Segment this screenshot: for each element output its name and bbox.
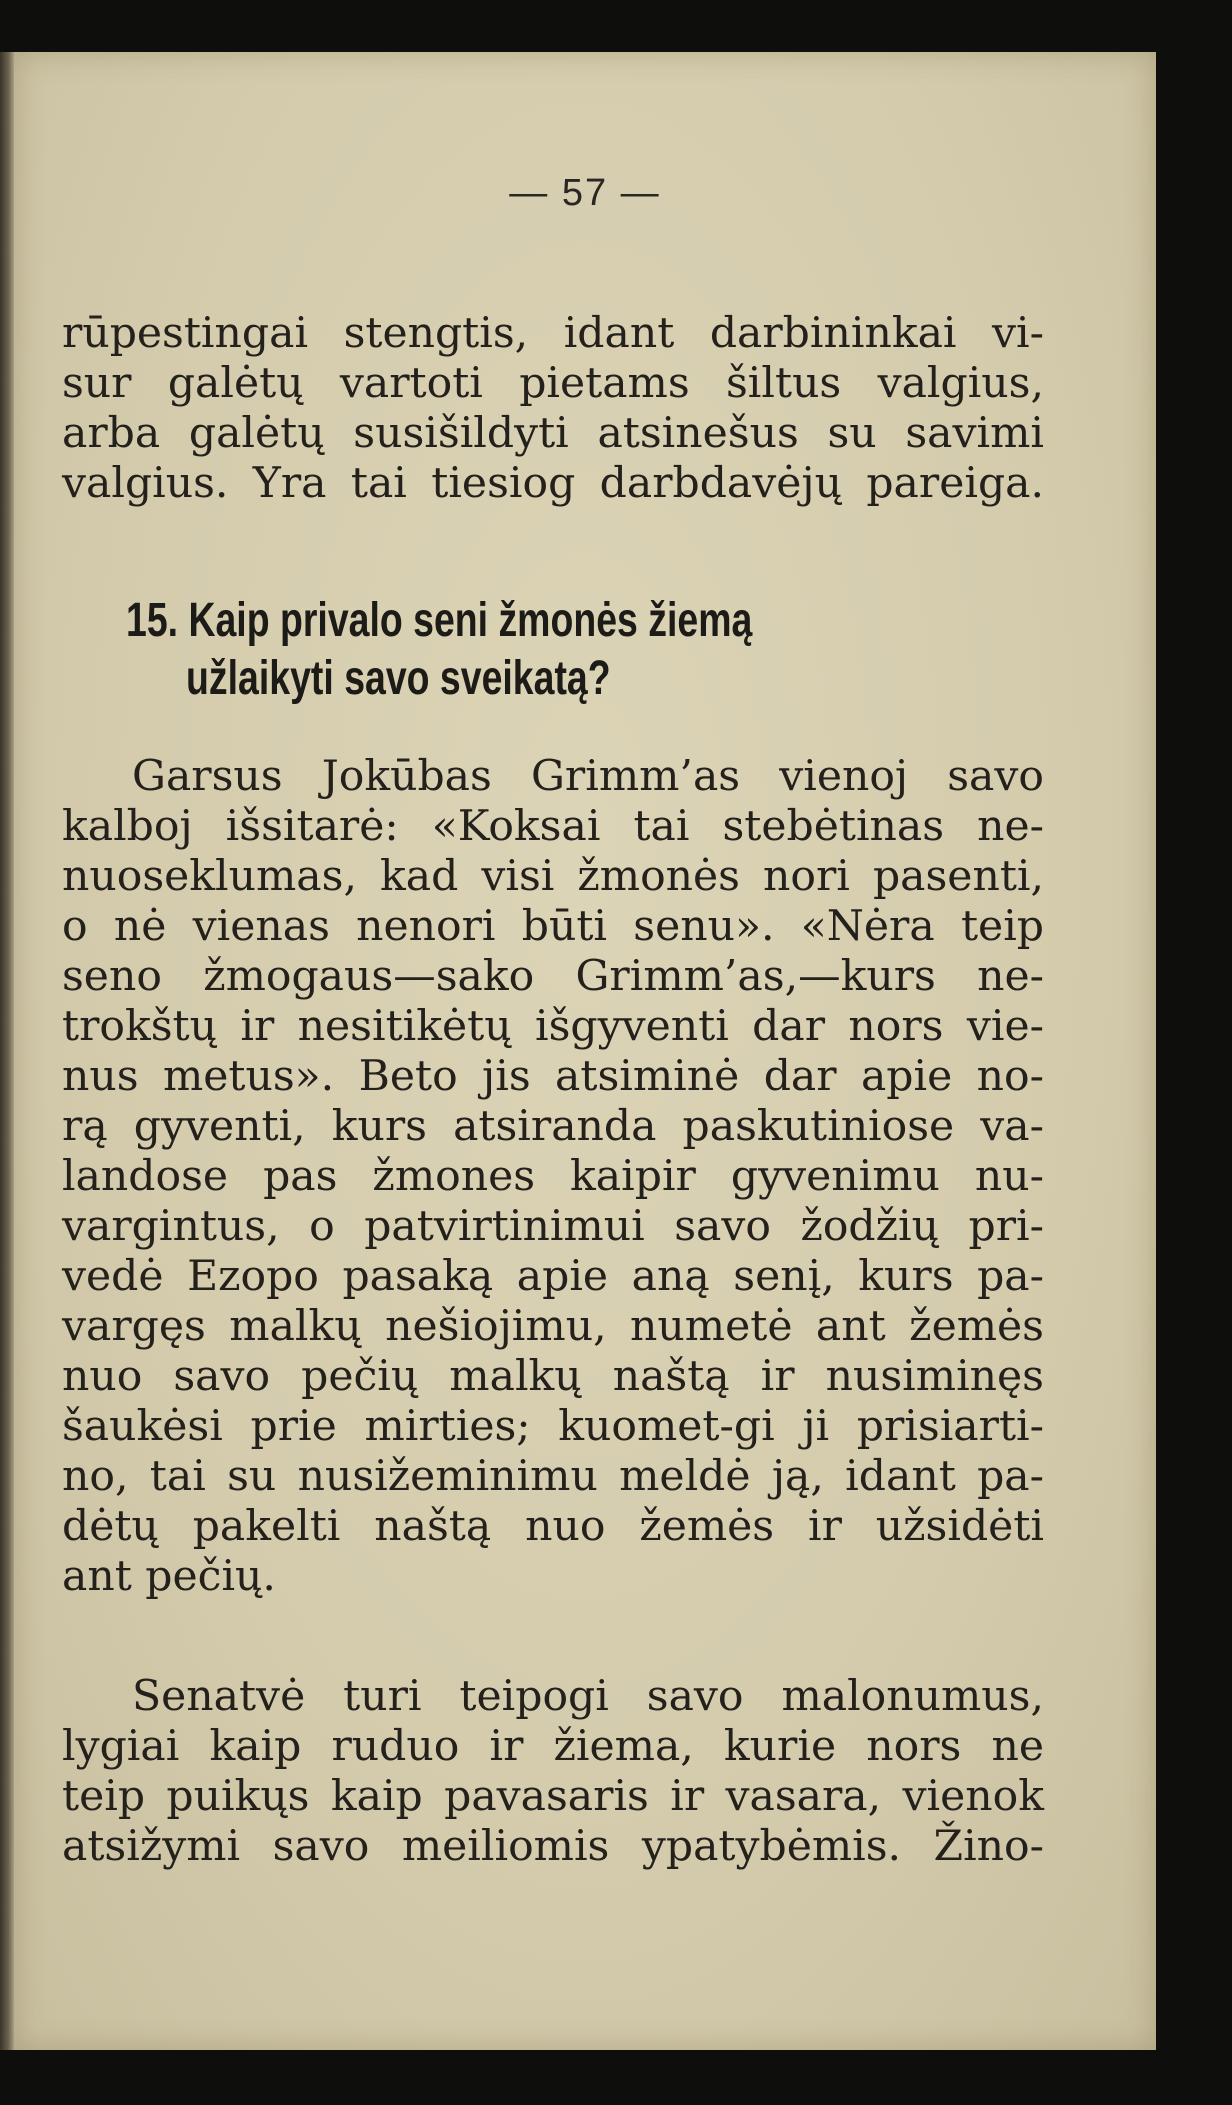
text-line: landose pas žmones kaipir gyvenimu nu- — [62, 1152, 1044, 1201]
text-line: Senatvė turi teipogi savo malonumus, — [132, 1672, 1044, 1721]
text-line: trokštų ir nesitikėtų išgyventi dar nors vie- — [62, 1002, 1044, 1051]
text-line: vedė Ezopo pasaką apie aną senį, kurs pa- — [62, 1252, 1044, 1301]
text-line: lygiai kaip ruduo ir žiema, kurie nors ne — [62, 1722, 1044, 1771]
text-line: teip puikųs kaip pavasaris ir vasara, vienok — [62, 1772, 1044, 1821]
text-line: vargęs malkų nešiojimu, numetė ant žemės — [62, 1302, 1044, 1351]
paragraph-1 — [62, 309, 1044, 509]
text-line: o nė vienas nenori būti senu». «Nėra teip — [62, 902, 1044, 951]
heading-line-1: 15. Kaip privalo seni žmonės žiemą — [126, 594, 753, 647]
text-line: rą gyventi, kurs atsiranda paskutiniose va- — [62, 1102, 1044, 1151]
text-line: vargintus, o patvirtinimui savo žodžių pri- — [62, 1202, 1044, 1251]
text-line: nuo savo pečių malkų naštą ir nusiminęs — [62, 1352, 1044, 1401]
text-line: valgius. Yra tai tiesiog darbdavėjų pareiga. — [62, 459, 1044, 508]
text-line: sur galėtų vartoti pietams šiltus valgius, — [62, 359, 1044, 408]
text-line: arba galėtų susišildyti atsinešus su savimi — [62, 409, 1044, 458]
text-line: seno žmogaus—sako Grimm’as,—kurs ne- — [62, 952, 1044, 1001]
paragraph-2 — [62, 752, 1044, 1602]
text-line: ant pečių. — [62, 1552, 276, 1601]
text-line: no, tai su nusižeminimu meldė ją, idant pa- — [62, 1452, 1044, 1501]
text-line: rūpestingai stengtis, idant darbininkai vi- — [62, 309, 1044, 358]
text-line: nus metus». Beto jis atsiminė dar apie no- — [62, 1052, 1044, 1101]
text-line: kalboj išsitarė: «Koksai tai stebėtinas ne- — [62, 802, 1044, 851]
heading-line-2: užlaikyti savo sveikatą? — [186, 652, 611, 705]
text-line: dėtų pakelti naštą nuo žemės ir užsidėti — [62, 1502, 1044, 1551]
book-spine-edge — [0, 52, 14, 2050]
section-heading — [126, 592, 828, 708]
page-number: — 57 — — [509, 172, 661, 214]
text-line: šaukėsi prie mirties; kuomet-gi ji prisiarti- — [62, 1402, 1044, 1451]
text-line: atsižymi savo meiliomis ypatybėmis. Žino- — [62, 1822, 1044, 1871]
paragraph-3 — [62, 1672, 1044, 1872]
text-line: Garsus Jokūbas Grimm’as vienoj savo — [132, 752, 1044, 801]
text-line: nuoseklumas, kad visi žmonės nori pasenti, — [62, 852, 1044, 901]
book-page — [14, 52, 1156, 2050]
